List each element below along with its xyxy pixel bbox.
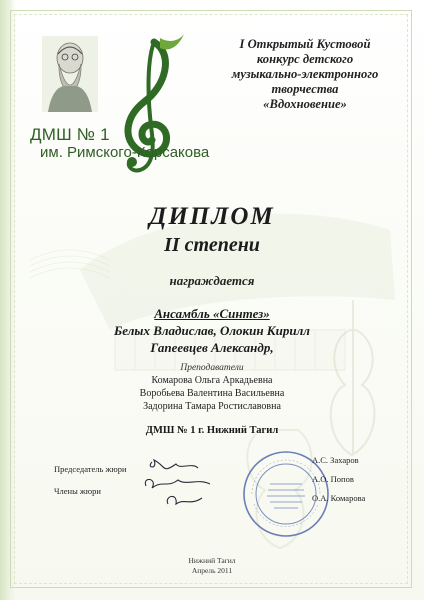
teachers-list <box>0 375 424 413</box>
jury-name: А.О. Попов <box>312 474 354 484</box>
jury-name: А.С. Захаров <box>312 455 359 465</box>
members-line: Гапеевцев Александр, <box>150 340 274 355</box>
contest-line: творчества <box>271 82 339 96</box>
teachers-label: Преподаватели <box>180 363 244 373</box>
handwritten-signatures <box>106 452 256 512</box>
contest-line: «Вдохновение» <box>263 97 347 111</box>
diploma-degree: II степени <box>164 234 260 256</box>
teacher-name: Задорина Тамара Ростиславовна <box>143 400 281 412</box>
footer-city: Нижний Тагил <box>188 556 236 565</box>
jury-chair-label: Председатель жюри <box>54 464 127 474</box>
diploma-title: ДИПЛОМ <box>149 203 275 230</box>
jury-name: О.А. Комарова <box>312 493 366 503</box>
teacher-name: Воробьева Валентина Васильевна <box>139 387 285 399</box>
jury-names <box>312 451 402 508</box>
school-name-line2: им. Римского-Корсакова <box>40 144 210 161</box>
ensemble-name-text: Ансамбль «Синтез» <box>154 306 270 321</box>
school-name <box>30 126 220 162</box>
teacher-name: Комарова Ольга Аркадьевна <box>151 375 273 386</box>
footer <box>0 556 424 575</box>
contest-line: музыкально-электронного <box>231 67 379 81</box>
composer-portrait <box>42 36 98 112</box>
contest-line: I Открытый Кустовой <box>239 37 371 51</box>
contest-title <box>200 37 410 112</box>
contest-line: конкурс детского <box>256 52 354 66</box>
members-line: Белых Владислав, Олокин Кирилл <box>114 323 310 338</box>
ensemble-name <box>0 306 424 322</box>
awarded-label: награждается <box>169 273 255 288</box>
jury-members-label: Члены жюри <box>54 486 101 496</box>
footer-date: Апрель 2011 <box>191 565 233 575</box>
school-city: ДМШ № 1 г. Нижний Тагил <box>145 425 279 436</box>
school-name-line1: ДМШ № 1 <box>30 125 110 144</box>
members-list <box>0 322 424 356</box>
